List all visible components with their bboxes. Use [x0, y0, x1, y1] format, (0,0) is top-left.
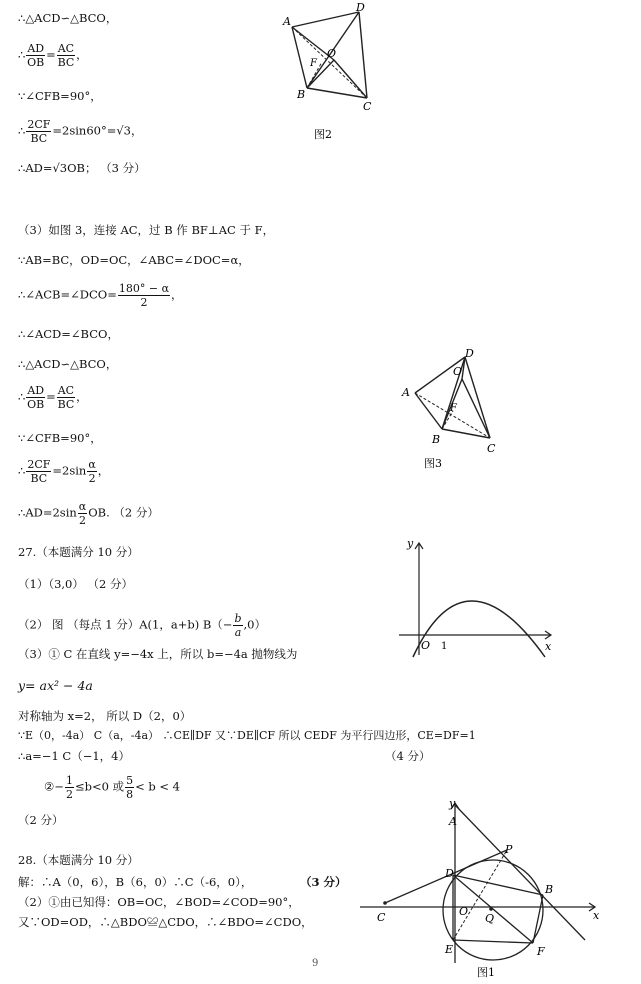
label-C: C — [377, 911, 386, 924]
equation: y= ax² − 4a — [18, 678, 93, 693]
label-O: O — [453, 365, 463, 378]
answer-line-range: ②− $\frac{1}{2}$ ≤b<0 或 $\frac{5}{8}$ < b < 4 — [44, 774, 180, 801]
origin-label: O — [421, 639, 431, 652]
label-A: A — [283, 15, 291, 28]
label-C: C — [487, 442, 496, 455]
proof-line: ∴AD=√3OB； （3 分） — [18, 161, 146, 175]
label-D: D — [356, 1, 365, 14]
score: （4 分） — [385, 749, 431, 763]
tick-label: 1 — [441, 641, 448, 652]
figure-caption: 图2 — [314, 128, 332, 141]
label-F: F — [537, 945, 545, 958]
proof-line-sin: ∴ $\frac{2CF}{BC}$ =2sin $\frac{\alpha}{2}$ ， — [18, 458, 110, 485]
label-O: O — [459, 905, 469, 918]
figure-caption: 图3 — [424, 457, 442, 470]
label-B: B — [297, 88, 306, 101]
axis-x-label: x — [593, 909, 600, 922]
answer-line: 对称轴为 x=2， 所以 D（2，0） — [18, 709, 192, 723]
label-F: F — [450, 403, 457, 414]
answer-line: ∵E（0，-4a） C（a，-4a） ∴CE∥DF 又∵DE∥CF 所以 CEDF 为平行四边形，CE=DF=1 — [18, 729, 476, 742]
score: （2 分） — [18, 813, 64, 827]
label-F: F — [310, 58, 317, 69]
proof-line: ∵∠CFB=90°， — [18, 89, 102, 103]
page-number: 9 — [312, 958, 319, 969]
label-D: D — [445, 867, 454, 880]
answer-line: 解：∴A（0，6），B（6，0）∴C（-6，0）， — [18, 875, 253, 889]
question-heading: 28.（本题满分 10 分） — [18, 853, 139, 867]
proof-line-ratio: ∴ $\frac{AD}{OB}$ = $\frac{AC}{BC}$ ， — [18, 384, 88, 411]
figure-2 — [270, 0, 390, 150]
answer-line-points: （2） 图 （每点 1 分）A(1，a+b) B（− $\frac{b}{a}$ ,0） — [18, 612, 266, 639]
axis-x-label: x — [545, 640, 552, 653]
answer-line: （1）（3,0） （2 分） — [18, 577, 133, 591]
answer-line: ∴a=−1 C（−1，4） — [18, 749, 130, 763]
answer-line: （3）① C 在直线 y=−4x 上，所以 b=−4a 抛物线为 — [18, 647, 298, 661]
label-D: D — [465, 347, 474, 360]
label-O: O — [327, 47, 337, 60]
proof-line: ∴∠ACD=∠BCO， — [18, 327, 119, 341]
proof-line: （3）如图 3，连接 AC，过 B 作 BF⊥AC 于 F， — [18, 223, 275, 237]
figure-3 — [395, 345, 515, 470]
figure-1 — [355, 795, 605, 980]
proof-line: ∵AB=BC，OD=OC，∠ABC=∠DOC=α， — [18, 253, 250, 267]
figure-caption: 图1 — [477, 966, 495, 979]
proof-line-angle: ∴∠ACB=∠DCO= $\frac{180^\circ - \alpha}{2}$ ， — [18, 282, 183, 309]
question-heading: 27.（本题满分 10 分） — [18, 545, 139, 559]
proof-line-sin: ∴ $\frac{2CF}{BC}$ =2sin60°=√3， — [18, 118, 143, 145]
proof-line: ∴△ACD∽△BCO， — [18, 11, 118, 25]
label-B: B — [432, 433, 441, 446]
label-B: B — [545, 883, 554, 896]
proof-line-result: ∴AD=2sin $\frac{\alpha}{2}$ OB. （2 分） — [18, 500, 159, 527]
label-A: A — [449, 815, 457, 828]
axis-y-label: y — [449, 797, 456, 810]
proof-line: ∵∠CFB=90°， — [18, 431, 102, 445]
proof-line: ∴△ACD∽△BCO， — [18, 357, 118, 371]
axis-y-label: y — [407, 537, 414, 550]
answer-line: 又∵OD=OD，∴△BDO≌△CDO，∴∠BDO=∠CDO， — [18, 915, 313, 929]
label-P: P — [505, 843, 513, 856]
score: （3 分） — [300, 875, 347, 889]
parabola-graph — [395, 535, 560, 660]
label-A: A — [402, 386, 410, 399]
label-Q: Q — [485, 912, 495, 925]
label-E: E — [445, 943, 454, 956]
label-C: C — [363, 100, 372, 113]
answer-line: （2）①由已知得：OB=OC，∠BOD=∠COD=90°， — [18, 895, 300, 909]
proof-line-ratio: ∴ $\frac{AD}{OB}$ = $\frac{AC}{BC}$ ， — [18, 42, 88, 69]
